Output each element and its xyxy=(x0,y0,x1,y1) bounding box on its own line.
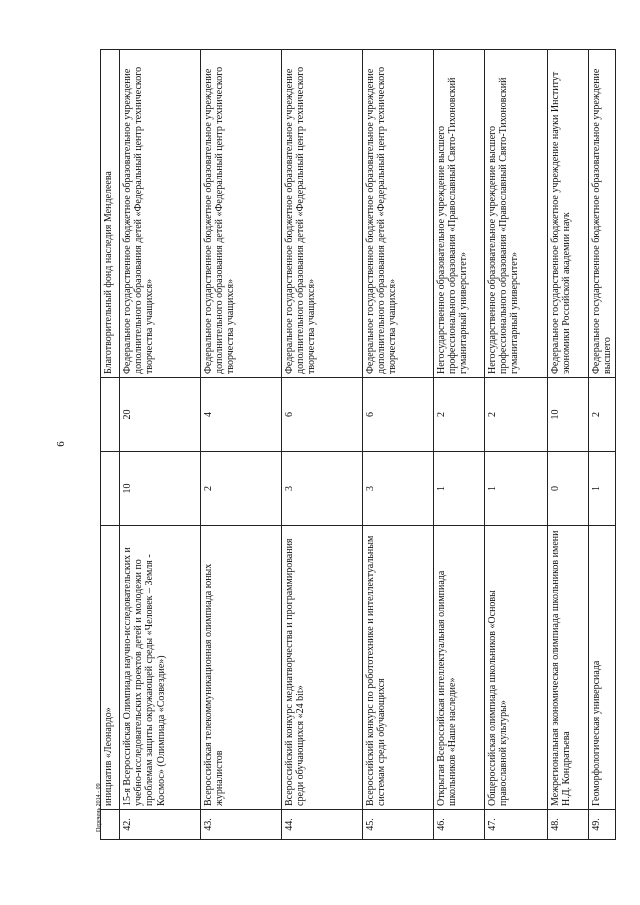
olympiad-name: Всероссийский конкурс медиатворчества и программирования среди обучающихся «24 bit» xyxy=(282,526,363,810)
level-value: 1 xyxy=(589,452,616,526)
points-value: 20 xyxy=(120,378,201,452)
points-value: 10 xyxy=(548,378,589,452)
level-value: 2 xyxy=(201,452,282,526)
row-number: 48. xyxy=(548,810,589,840)
olympiad-name: Открытая Всероссийская интеллектуальная олимпиада школьников «Наше наследие» xyxy=(434,526,485,810)
level-value: 0 xyxy=(548,452,589,526)
olympiad-name: Общероссийская олимпиада школьников «Основы православной культуры» xyxy=(485,526,548,810)
row-number xyxy=(101,810,120,840)
points-value: 2 xyxy=(589,378,616,452)
level-value xyxy=(101,452,120,526)
table-row xyxy=(282,50,363,840)
row-number: 49. xyxy=(589,810,616,840)
olympiad-name: Геоморфологическая универсиада xyxy=(589,526,616,810)
organizer: Федеральное государственное бюджетное образовательное учреждение дополнительного образования детей «Федеральный центр технического творчества учащихся» xyxy=(363,50,434,378)
table-row xyxy=(485,50,548,840)
organizer: Федеральное государственное бюджетное образовательное учреждение дополнительного образования детей «Федеральный центр технического творчества учащихся» xyxy=(120,50,201,378)
level-value: 1 xyxy=(485,452,548,526)
table-row xyxy=(120,50,201,840)
row-number: 47. xyxy=(485,810,548,840)
table-row xyxy=(589,50,616,840)
points-value: 4 xyxy=(201,378,282,452)
olympiad-name: Всероссийский конкурс по робототехнике и интеллектуальным системам среди обучающихся xyxy=(363,526,434,810)
table-row xyxy=(201,50,282,840)
level-value: 10 xyxy=(120,452,201,526)
points-value: 6 xyxy=(282,378,363,452)
table-row-continued xyxy=(101,50,120,840)
olympiad-list-table xyxy=(100,49,616,840)
row-number: 45. xyxy=(363,810,434,840)
level-value: 3 xyxy=(282,452,363,526)
table-row xyxy=(548,50,589,840)
organizer: Федеральное государственное бюджетное образовательное учреждение высшего xyxy=(589,50,616,378)
row-number: 44. xyxy=(282,810,363,840)
olympiad-name: Всероссийская телекоммуникационная олимпиада юных журналистов xyxy=(201,526,282,810)
level-value: 3 xyxy=(363,452,434,526)
table-row xyxy=(363,50,434,840)
page-number: 6 xyxy=(55,441,67,447)
row-number: 42. xyxy=(120,810,201,840)
level-value: 1 xyxy=(434,452,485,526)
row-number: 46. xyxy=(434,810,485,840)
organizer: Федеральное государственное бюджетное образовательное учреждение дополнительного образования детей «Федеральный центр технического творчества учащихся» xyxy=(201,50,282,378)
row-number: 43. xyxy=(201,810,282,840)
points-value: 6 xyxy=(363,378,434,452)
organizer: Благотворительный фонд наследия Менделеева xyxy=(101,50,120,378)
points-value: 2 xyxy=(434,378,485,452)
organizer: Федеральное государственное бюджетное образовательное учреждение дополнительного образования детей «Федеральный центр технического творчества учащихся» xyxy=(282,50,363,378)
olympiad-name: инициатив «Леонардо» xyxy=(101,526,120,810)
olympiad-name: 15-я Всероссийская Олимпиада научно-исследовательских и учебно-исследовательских проектов детей и молодежи по проблемам защиты окружающей среды «Человек – Земля - Космос» (Олимпиада «Созвездие») xyxy=(120,526,201,810)
organizer: Федеральное государственное бюджетное учреждение науки Институт экономики Российской академии наук xyxy=(548,50,589,378)
document-footer: Перечень 2014 - 09 xyxy=(96,783,102,832)
organizer: Негосударственное образовательное учреждение высшего профессионального образования «Православный Свято-Тихоновский гуманитарный университет» xyxy=(434,50,485,378)
points-value: 2 xyxy=(485,378,548,452)
points-value xyxy=(101,378,120,452)
organizer: Негосударственное образовательное учреждение высшего профессионального образования «Православный Свято-Тихоновский гуманитарный университет» xyxy=(485,50,548,378)
rotated-table-container xyxy=(100,50,620,840)
olympiad-name: Межрегиональная экономическая олимпиада школьников имени Н.Д. Кондратьева xyxy=(548,526,589,810)
table-row xyxy=(434,50,485,840)
